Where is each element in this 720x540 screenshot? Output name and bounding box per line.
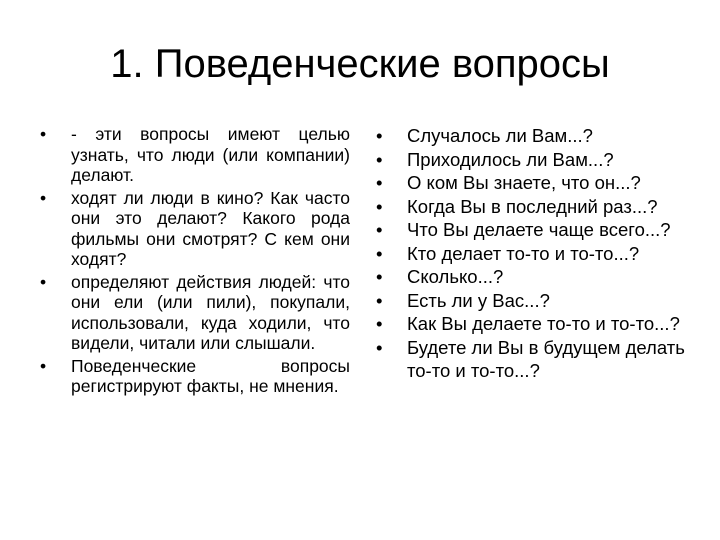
- list-item-text: Сколько...?: [407, 266, 504, 287]
- list-item: [376, 195, 686, 219]
- bullet-icon: •: [40, 187, 47, 208]
- list-item-text: определяют действия людей: что они ели (или пили), покупали, использовали, куда ходили, что видели, читали или слышали.: [71, 271, 350, 353]
- bullet-icon: •: [376, 172, 383, 193]
- list-item: [40, 124, 350, 186]
- bullet-icon: •: [40, 124, 47, 144]
- list-item-text: Когда Вы в последний раз...?: [407, 195, 658, 217]
- list-item: [376, 124, 686, 148]
- list-item-text: Кто делает то-то и то-то...?: [407, 242, 640, 264]
- list-item: [376, 265, 686, 289]
- list-item-text: Приходилось ли Вам...?: [407, 148, 614, 170]
- left-bullet-list: [40, 124, 350, 399]
- right-bullet-list: [376, 124, 686, 383]
- list-item: [40, 188, 350, 270]
- list-item: [376, 218, 686, 242]
- list-item: [376, 171, 686, 195]
- list-item: [376, 312, 686, 336]
- list-item-text: Поведенческие вопросы регистрируют факты, не мнения.: [71, 355, 350, 396]
- list-item-text: Есть ли у Вас...?: [407, 289, 550, 311]
- list-item: [40, 356, 350, 397]
- list-item-text: - эти вопросы имеют целью узнать, что люди (или компании) делают.: [71, 124, 350, 185]
- list-item: [40, 272, 350, 354]
- list-item-text: Случалось ли Вам...?: [407, 125, 593, 146]
- list-item-text: ходят ли люди в кино? Как часто они это делают? Какого рода фильмы они смотрят? С кем они ходят?: [71, 187, 350, 269]
- bullet-icon: •: [376, 289, 383, 311]
- bullet-icon: •: [376, 242, 383, 264]
- list-item-text: Что Вы делаете чаще всего...?: [407, 219, 671, 240]
- bullet-icon: •: [40, 271, 47, 292]
- bullet-icon: •: [376, 313, 383, 334]
- bullet-icon: •: [376, 336, 383, 358]
- bullet-icon: •: [376, 195, 383, 217]
- list-item: [376, 336, 686, 383]
- slide-title: 1. Поведенческие вопросы: [110, 42, 610, 86]
- bullet-icon: •: [376, 125, 383, 146]
- bullet-icon: •: [376, 266, 383, 287]
- bullet-icon: •: [376, 148, 383, 170]
- list-item: [376, 148, 686, 172]
- list-item-text: Будете ли Вы в будущем делать то-то и то-то...?: [407, 336, 685, 381]
- list-item: [376, 289, 686, 313]
- bullet-icon: •: [376, 219, 383, 240]
- list-item: [376, 242, 686, 266]
- list-item-text: Как Вы делаете то-то и то-то...?: [407, 313, 680, 334]
- list-item-text: О ком Вы знаете, что он...?: [407, 172, 641, 193]
- bullet-icon: •: [40, 355, 47, 376]
